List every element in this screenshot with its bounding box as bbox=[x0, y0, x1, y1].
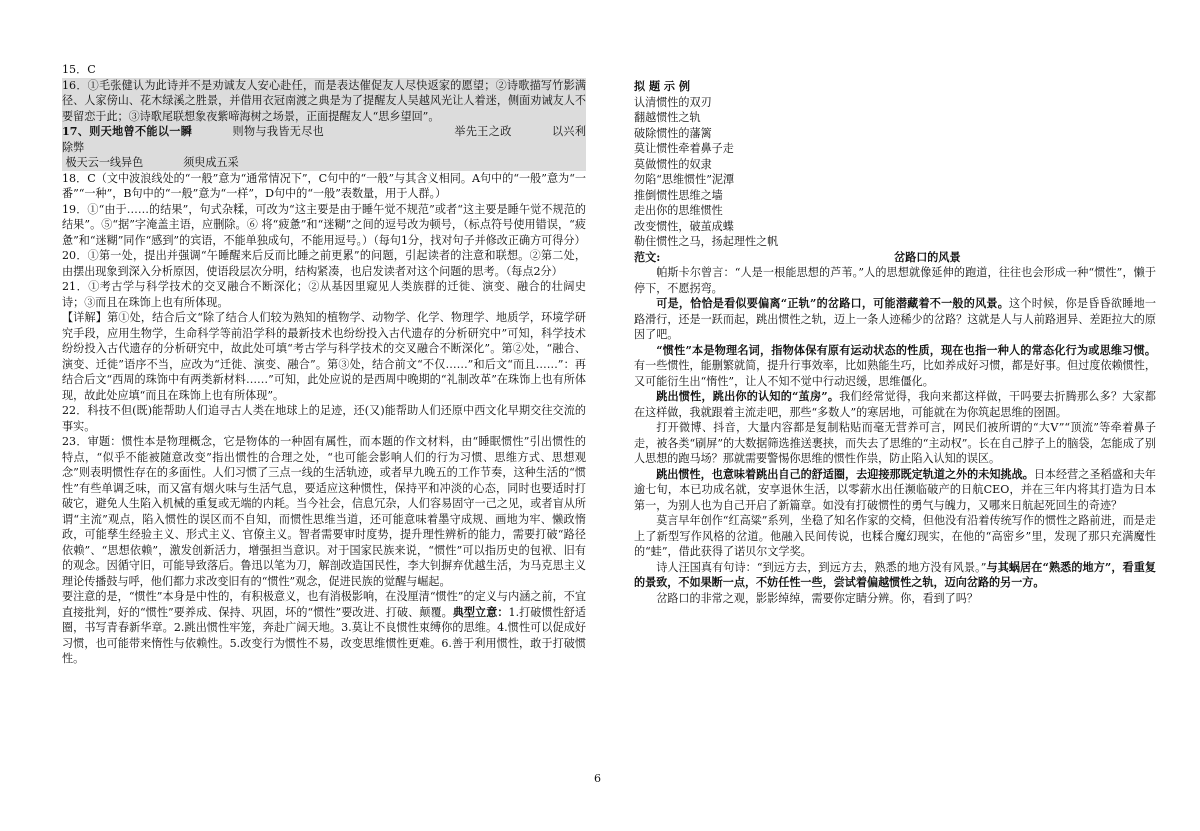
essay-paragraph-1: 帕斯卡尔曾言：“人是一根能思想的芦苇。”人的思想就像延伸的跑道，往往也会形成一种“惯性”，懒于停下，不愿拐弯。 bbox=[634, 266, 1156, 295]
essay-paragraph-9: 岔路口的非常之观，影影绰绰，需要你定睛分辨。你，看到了吗？ bbox=[656, 591, 978, 605]
essay-paragraph-7: 莫言早年创作“红高粱”系列，坐稳了知名作家的交椅，但他没有沿着传统写作的惯性之路前进，而是走上了新型写作风格的岔道。他融入民间传说，也糅合魔幻现实，在他的“高密乡”里，发现了那只充满魔性的“蛙”，借此获得了诺贝尔文学奖。 bbox=[634, 514, 1156, 558]
essay-title: 岔路口的风景 bbox=[894, 250, 961, 264]
title-examples-list bbox=[634, 95, 1156, 250]
essay-paragraph-5: 打开微博、抖音，大量内容都是复制粘贴而毫无营养可言，网民们被所谓的“大V”“顶流”等牵着鼻子走，被各类“刷屏”的大数据筛选推送裹挟，而失去了思维的“主动权”。长在自己脖子上的脑袋，怎能成了别人思想的跑马场？那就需要警惕你思维的惯性作祟，防止陷入认知的误区。 bbox=[634, 421, 1156, 465]
essay-p2-bold: 可是，恰恰是看似要偏离“正轨”的岔路口，可能潜藏着不一般的风景。 bbox=[656, 297, 1010, 310]
essay-paragraph-4 bbox=[634, 389, 1156, 420]
answer-18: 18．C（文中波浪线处的“一般”意为“通常情况下”，C句中的“一般”与其含义相同。A句中的“一般”意为“一番”“一种”，B句中的“一般”意为“一样”，D句中的“一般”表数量，用于人群。） bbox=[62, 171, 586, 200]
answer-23: 23．审题：惯性本是物理概念，它是物体的一种固有属性，而本题的作文材料，由“睡眠惯性”引出惯性的特点，“似乎不能被随意改变”指出惯性的合理之处，“也可能会影响人们的行为习惯、思维方式、思想观念”则表明惯性存在的多面性。人们习惯了三点一线的生活轨迹，或者早九晚五的工作节奏，这种生活的“惯性”有些单调乏味，而又富有烟火味与生活气息，要适应这种惯性，保持平和冲淡的心态，同时也要适时打破它，避免人生陷入机械的重复或无端的内耗。当今社会，信息冗杂，人们容易固守一己之见，或者盲从所谓“主流”观点，陷入惯性的误区而不自知，而惯性思维当道，还可能意味着墨守成规、画地为牢、懒政惰政，可能孳生经验主义、形式主义、官僚主义。智者需要审时度势，提升理性辨析的能力，需要打破“路径依赖”、“思想依赖”，激发创新活力，增强担当意识。对于国家民族来说，“惯性”可以指历史的包袱、旧有的观念。因循守旧，可能导致落后。鲁迅以笔为刀，解剖改造国民性，李大钊摒弃优越生活，为马克思主义理论传播鼓与呼，他们都力求改变旧有的“惯性”观念，促进民族的觉醒与崛起。 bbox=[62, 435, 586, 588]
answer-19: 19．①“由于……的结果”，句式杂糅，可改为“这主要是由于睡午觉不规范”或者“这主要是睡午觉不规范的结果”。⑤“据”字淹盖主语，应删除。⑥ 将“疲惫”和“迷糊”之间的逗号改为顿号，（标点符号使用错误，“疲惫”和“迷糊”同作“感到”的宾语，不能单独成句，不能用逗号。）（每句1分，找对句子并修改正确方可得分） bbox=[62, 202, 586, 247]
title-example: 走出你的思维惯性 bbox=[634, 204, 723, 217]
essay-p6-rest: 日本经营之圣稻盛和夫年逾七旬，本已功成名就，安享退休生活，以零薪水出任濒临破产的日航CEO，并在三年内将其打造为日本第一，为别人也为自己开启了新篇章。如没有打破惯性的勇气与魄力，又哪来日航起死回生的奇迹？ bbox=[634, 467, 1156, 512]
essay-p2-rest: 这个时候，你是昏昏欲睡地一路滑行，还是一跃而起，跳出惯性之轨，迈上一条人迹稀少的岔路？这就是人与人前路迥异、差距拉大的原因了吧。 bbox=[634, 297, 1156, 341]
left-column bbox=[62, 62, 586, 667]
answer-17-line1 bbox=[62, 124, 586, 155]
essay-paragraph-6 bbox=[634, 467, 1156, 514]
title-example: 勿陷“思维惯性”泥潭 bbox=[634, 173, 735, 186]
essay-p3-rest: 有一些惯性，能删繁就简，提升行事效率，比如熟能生巧，比如养成好习惯，都是好事。但过度依赖惯性，又可能衍生出“惰性”，让人不知不觉中行动迟缓，思维僵化。 bbox=[634, 359, 1156, 388]
answer-20: 20．①第一处，提出并强调“午睡醒来后反而比睡之前更累”的问题，引起读者的注意和联想。②第二处，由摆出现象到深入分析原因，使语段层次分明，结构紧凑，也启发读者对这个问题的思考。（每点2分） bbox=[62, 249, 586, 278]
answer-17-b: 则物与我皆无尽也 bbox=[232, 125, 325, 138]
title-example: 破除惯性的藩篱 bbox=[634, 126, 712, 140]
essay-header bbox=[634, 250, 1156, 266]
answer-17-line2 bbox=[62, 155, 586, 171]
essay-p8-bold: 与其蜗居在“熟悉的地方”，看重复的景致，不如果断一点，不妨任性一些，尝试着偏越惯性之轨，迈向岔路的另一方。 bbox=[634, 560, 1157, 589]
title-example: 莫做惯性的奴隶 bbox=[634, 157, 712, 171]
title-example: 改变惯性，破茧成蝶 bbox=[634, 219, 734, 233]
answer-21: 21．①考古学与科学技术的交叉融合不断深化；②从基因里窥见人类族群的迁徙、演变、融合的壮阔史诗；③而且在珠饰上也有所体现。 bbox=[62, 280, 586, 309]
answer-16: 16．①毛张健认为此诗并不是劝诚友人安心赴任，而是表达催促友人尽快返家的愿望；②诗歌描写竹影满径、人家傍山、花木绿溪之胜景，并借用衣冠南渡之典是为了提醒友人吴越风光让人着迷，侧面劝诫友人不要留恋于此；③诗歌尾联想象夜紫啼海树之场景，正面提醒友人“思乡望回”。 bbox=[62, 78, 586, 123]
essay-p4-bold: 跳出惯性，跳出你的认知的“茧房”。 bbox=[656, 390, 840, 403]
essay-paragraph-8 bbox=[634, 560, 1156, 591]
answer-23-note-b: 1.打破惯性舒适圈，书写青春新华章。2.跳出惯性牢笼，奔赴广阔天地。3.莫让不良惯性束缚你的思维。4.惯性可以促成好习惯，也可能带来惰性与依赖性。5.改变行为惯性不易，改变思维惯性更难。6.善于利用惯性，敢于打破惯性。 bbox=[62, 605, 586, 665]
answer-23-note-a: 要注意的是，“惯性”本身是中性的，有积极意义，也有消极影响，在没厘清“惯性”的定义与内涵之前，不宜直接批判，好的“惯性”要养成、保持、巩固，坏的“惯性”要改进、打破、颠覆。 bbox=[62, 590, 586, 619]
essay-label: 范文: bbox=[634, 250, 661, 264]
answer-17-d: 以兴利除弊 bbox=[62, 125, 586, 154]
essay-p8-start: 诗人汪国真有句诗：“到远方去，到远方去，熟悉的地方没有风景。” bbox=[656, 560, 987, 574]
examples-title: 拟 题 示 例 bbox=[634, 80, 690, 93]
right-column bbox=[634, 62, 1156, 606]
answer-22: 22．科技不但(既)能帮助人们追寻古人类在地球上的足迹，还(又)能帮助人们还原中西文化早期交往交流的事实。 bbox=[62, 404, 586, 433]
answer-17-c: 举先王之政 bbox=[454, 125, 512, 138]
essay-p3-bold: “惯性”本是物理名词，指物体保有原有运动状态的性质，现在也指一种人的常态化行为或思维习惯。 bbox=[656, 343, 1156, 357]
title-example: 推倒惯性思维之墙 bbox=[634, 188, 723, 202]
answer-15: 15．C bbox=[62, 63, 96, 76]
answer-17-f: 须臾成五采 bbox=[183, 156, 239, 169]
essay-p6-bold: 跳出惯性，也意味着跳出自己的舒适圈，去迎接那既定轨道之外的未知挑战。 bbox=[656, 467, 1034, 481]
title-example: 认清惯性的双刃 bbox=[634, 95, 712, 109]
answer-17-a: 17、则天地曾不能以一瞬 bbox=[62, 125, 193, 138]
essay-p4-rest: 我们经常觉得，我向来都这样做，干吗要去折腾那么多？大家都在这样做，我就跟着主流走吧，那些“多数人”的寒居地，可能就在为你筑起思维的囹圄。 bbox=[634, 390, 1156, 419]
title-example: 勒住惯性之马，扬起理性之帆 bbox=[634, 235, 779, 248]
answer-23-note-label: 典型立意： bbox=[452, 605, 509, 619]
answer-17-e: 极天云一线异色 bbox=[65, 156, 144, 169]
title-example: 翻越惯性之轨 bbox=[634, 111, 701, 124]
page-number: 6 bbox=[594, 772, 601, 785]
essay-paragraph-3 bbox=[634, 343, 1156, 390]
answer-21-detail: 【详解】第①处，结合后文“除了结合人们较为熟知的植物学、动物学、化学、物理学、地质学，环境学研究手段，应用生物学，生命科学等前沿学科的最新技术也纷纷投入古代遗存的分析研究中”可知，科学技术纷纷投入古代遗存的分析研究中，故此处可填“考古学与科学技术的交叉融合不断深化”。第②处，“融合、演变、迁徙”语序不当，应改为“迁徙、演变、融合”。第③处，结合前文“不仅……”和后文“而且……”：再结合后文“西周的珠饰中有两类新材料……”可知，此处应说的是西周中晚期的“礼制改革”在珠饰上也有所体现，故此处应填“而且在珠饰上也有所体现”。 bbox=[62, 311, 586, 402]
essay-paragraph-2 bbox=[634, 296, 1156, 343]
answer-23-note bbox=[62, 589, 586, 667]
title-example: 莫让惯性牵着鼻子走 bbox=[634, 142, 734, 155]
